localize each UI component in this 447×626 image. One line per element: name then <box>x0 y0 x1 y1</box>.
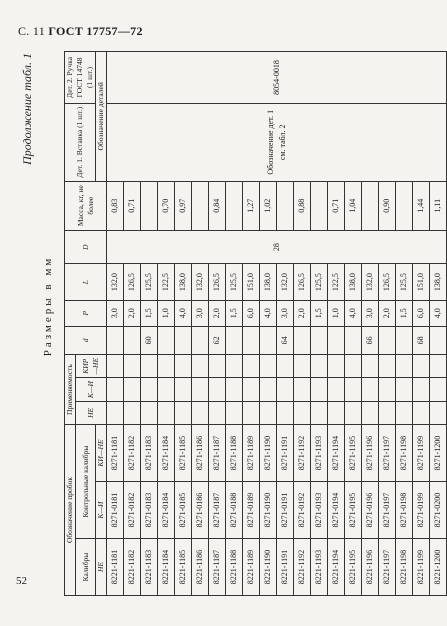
page-header <box>18 24 143 39</box>
col-p: P <box>65 300 107 326</box>
cell-app-kpr <box>294 355 311 378</box>
cell-p: 2,0 <box>209 300 226 326</box>
cell-kpr: 8271-1187 <box>209 425 226 482</box>
cell-app-kpr <box>430 355 447 378</box>
cell-app-kpr <box>124 355 141 378</box>
app-k-header: К—И <box>76 378 107 401</box>
cell-kpr: 8271-1183 <box>141 425 158 482</box>
cell-p: 4,0 <box>175 300 192 326</box>
cell-ne: 8221-1186 <box>192 539 209 596</box>
cell-d <box>345 326 362 354</box>
cell-d <box>379 326 396 354</box>
cell-app-kpr <box>362 355 379 378</box>
cell-p: 3,0 <box>362 300 379 326</box>
cell-app-ne <box>141 401 158 424</box>
cell-app-kpr <box>226 355 243 378</box>
ne-header: НЕ <box>96 539 107 596</box>
cell-ne: 8221-1191 <box>277 539 294 596</box>
cell-mass: 0,90 <box>379 181 396 230</box>
cell-k: 8271-0198 <box>396 482 413 539</box>
cell-l: 132,0 <box>277 264 294 300</box>
cell-app-k <box>226 378 243 401</box>
kpr-header: КИ—НЕ <box>96 425 107 482</box>
cell-app-k <box>124 378 141 401</box>
cell-k: 8271-0182 <box>124 482 141 539</box>
cell-kpr: 8271-1186 <box>192 425 209 482</box>
cell-p: 1,5 <box>311 300 328 326</box>
cell-l: 125,5 <box>226 264 243 300</box>
cell-d <box>226 326 243 354</box>
cell-D-shared: 28 <box>107 230 447 264</box>
cell-k: 8271-0200 <box>430 482 447 539</box>
applicability-header: Применяемость <box>65 355 76 425</box>
cell-p: 2,0 <box>294 300 311 326</box>
cell-app-k <box>379 378 396 401</box>
cell-kpr: 8271-1199 <box>413 425 430 482</box>
cell-kpr: 8271-1188 <box>226 425 243 482</box>
cell-l: 132,0 <box>362 264 379 300</box>
cell-d: 60 <box>141 326 158 354</box>
page-prefix: С. 11 <box>18 24 46 38</box>
cell-app-ne <box>277 401 294 424</box>
cell-k: 8271-0183 <box>141 482 158 539</box>
cell-d <box>107 326 124 354</box>
continuation-caption: Продолжение табл. 1 <box>20 53 34 165</box>
cell-l: 132,0 <box>107 264 124 300</box>
cell-d: 62 <box>209 326 226 354</box>
designation-header: Обозначение пробок <box>65 425 76 596</box>
cell-kpr: 8271-1181 <box>107 425 124 482</box>
cell-app-ne <box>124 401 141 424</box>
cell-ne: 8221-1184 <box>158 539 175 596</box>
cell-app-ne <box>413 401 430 424</box>
cell-app-k <box>396 378 413 401</box>
cell-app-ne <box>209 401 226 424</box>
spec-table <box>64 51 447 596</box>
cell-app-ne <box>311 401 328 424</box>
cell-d <box>260 326 277 354</box>
cell-mass: 1,11 <box>430 181 447 230</box>
cell-ne: 8221-1183 <box>141 539 158 596</box>
cell-l: 126,5 <box>294 264 311 300</box>
cell-ne: 8221-1188 <box>226 539 243 596</box>
cell-app-k <box>413 378 430 401</box>
col-mass: Масса, кг, не более <box>65 181 107 230</box>
cell-app-kpr <box>413 355 430 378</box>
cell-app-ne <box>430 401 447 424</box>
app-ne-header: НЕ <box>76 401 107 424</box>
cell-part1-shared: Обозначение дет. 1 см. табл. 2 <box>107 103 447 181</box>
cell-ne: 8221-1192 <box>294 539 311 596</box>
cell-app-ne <box>107 401 124 424</box>
cell-app-ne <box>379 401 396 424</box>
cell-p: 4,0 <box>345 300 362 326</box>
rotated-table-area <box>20 51 442 596</box>
cell-mass: 1,04 <box>345 181 362 230</box>
col-d: d <box>65 326 107 354</box>
cell-app-kpr <box>277 355 294 378</box>
cell-d <box>311 326 328 354</box>
cell-l: 122,5 <box>328 264 345 300</box>
col-l: L <box>65 264 107 300</box>
cell-app-kpr <box>192 355 209 378</box>
cell-app-k <box>192 378 209 401</box>
cell-app-k <box>277 378 294 401</box>
cell-app-k <box>107 378 124 401</box>
cell-kpr: 8271-1195 <box>345 425 362 482</box>
cell-mass: 0,71 <box>124 181 141 230</box>
cell-app-ne <box>328 401 345 424</box>
cell-kpr: 8271-1196 <box>362 425 379 482</box>
cell-app-ne <box>243 401 260 424</box>
cell-p: 1,5 <box>396 300 413 326</box>
cell-app-k <box>345 378 362 401</box>
cell-app-kpr <box>141 355 158 378</box>
cell-mass <box>311 181 328 230</box>
cell-d <box>430 326 447 354</box>
cell-app-k <box>362 378 379 401</box>
cell-p: 1,5 <box>226 300 243 326</box>
cell-app-k <box>430 378 447 401</box>
cell-ne: 8221-1187 <box>209 539 226 596</box>
cell-p: 1,0 <box>328 300 345 326</box>
col-part1: Дет. 1. Вставка (1 шт.) <box>65 103 96 181</box>
gauges-header: Калибры <box>76 539 96 596</box>
cell-d <box>328 326 345 354</box>
cell-app-k <box>328 378 345 401</box>
cell-app-ne <box>175 401 192 424</box>
cell-kpr: 8271-1192 <box>294 425 311 482</box>
cell-p: 2,0 <box>379 300 396 326</box>
cell-l: 125,5 <box>311 264 328 300</box>
cell-mass: 0,83 <box>107 181 124 230</box>
cell-p: 4,0 <box>430 300 447 326</box>
cell-kpr: 8271-1198 <box>396 425 413 482</box>
cell-k: 8271-0190 <box>260 482 277 539</box>
cell-mass <box>362 181 379 230</box>
cell-mass <box>141 181 158 230</box>
cell-app-kpr <box>107 355 124 378</box>
cell-kpr: 8271-1191 <box>277 425 294 482</box>
cell-p: 2,0 <box>124 300 141 326</box>
cell-app-k <box>294 378 311 401</box>
cell-app-k <box>243 378 260 401</box>
cell-ne: 8221-1199 <box>413 539 430 596</box>
cell-app-ne <box>158 401 175 424</box>
cell-d <box>396 326 413 354</box>
cell-k: 8271-0195 <box>345 482 362 539</box>
cell-app-ne <box>226 401 243 424</box>
cell-l: 125,5 <box>396 264 413 300</box>
cell-app-kpr <box>328 355 345 378</box>
cell-l: 138,0 <box>430 264 447 300</box>
k-header: К—И <box>96 482 107 539</box>
cell-k: 8271-0181 <box>107 482 124 539</box>
cell-mass <box>226 181 243 230</box>
parts-label: Обозначение деталей <box>96 52 107 182</box>
app-kpr-header: КИР—НЕ <box>76 355 107 378</box>
cell-kpr: 8271-1197 <box>379 425 396 482</box>
cell-app-kpr <box>345 355 362 378</box>
cell-part2-shared: 8054-0018 <box>107 52 447 104</box>
cell-ne: 8221-1190 <box>260 539 277 596</box>
control-gauges-header: Контрольные калибры <box>76 425 96 539</box>
cell-kpr: 8271-1189 <box>243 425 260 482</box>
cell-p: 6,0 <box>243 300 260 326</box>
cell-p: 3,0 <box>107 300 124 326</box>
cell-k: 8271-0189 <box>243 482 260 539</box>
cell-ne: 8221-1195 <box>345 539 362 596</box>
cell-ne: 8221-1189 <box>243 539 260 596</box>
cell-app-k <box>311 378 328 401</box>
cell-ne: 8221-1181 <box>107 539 124 596</box>
cell-mass: 0,71 <box>328 181 345 230</box>
col-D: D <box>65 230 107 264</box>
cell-app-k <box>209 378 226 401</box>
cell-mass: 1,27 <box>243 181 260 230</box>
cell-l: 138,0 <box>175 264 192 300</box>
cell-kpr: 8271-1194 <box>328 425 345 482</box>
cell-p: 3,0 <box>277 300 294 326</box>
cell-d <box>192 326 209 354</box>
cell-ne: 8221-1182 <box>124 539 141 596</box>
cell-p: 1,0 <box>158 300 175 326</box>
cell-p: 6,0 <box>413 300 430 326</box>
cell-l: 151,0 <box>413 264 430 300</box>
page-number: 52 <box>16 575 27 587</box>
cell-app-k <box>175 378 192 401</box>
table-body <box>107 52 447 596</box>
cell-app-k <box>260 378 277 401</box>
cell-l: 138,0 <box>260 264 277 300</box>
cell-mass: 0,97 <box>175 181 192 230</box>
cell-k: 8271-0196 <box>362 482 379 539</box>
cell-ne: 8221-1200 <box>430 539 447 596</box>
cell-app-k <box>141 378 158 401</box>
cell-p: 4,0 <box>260 300 277 326</box>
cell-l: 151,0 <box>243 264 260 300</box>
cell-l: 126,5 <box>209 264 226 300</box>
cell-mass <box>277 181 294 230</box>
cell-k: 8271-0192 <box>294 482 311 539</box>
cell-mass: 0,70 <box>158 181 175 230</box>
cell-mass: 1,02 <box>260 181 277 230</box>
cell-k: 8271-0194 <box>328 482 345 539</box>
cell-kpr: 8271-1200 <box>430 425 447 482</box>
cell-app-ne <box>192 401 209 424</box>
cell-k: 8271-0185 <box>175 482 192 539</box>
cell-mass: 0,84 <box>209 181 226 230</box>
cell-d: 66 <box>362 326 379 354</box>
cell-l: 126,5 <box>124 264 141 300</box>
cell-d <box>175 326 192 354</box>
cell-l: 138,0 <box>345 264 362 300</box>
cell-app-kpr <box>158 355 175 378</box>
cell-kpr: 8271-1193 <box>311 425 328 482</box>
cell-app-ne <box>260 401 277 424</box>
cell-p: 3,0 <box>192 300 209 326</box>
cell-kpr: 8271-1185 <box>175 425 192 482</box>
cell-k: 8271-0186 <box>192 482 209 539</box>
cell-ne: 8221-1185 <box>175 539 192 596</box>
cell-k: 8271-0184 <box>158 482 175 539</box>
cell-k: 8271-0187 <box>209 482 226 539</box>
col-part2: Дет. 2. Ручка ГОСТ 14748 (1 шт.) <box>65 52 96 104</box>
table-row <box>107 52 124 596</box>
cell-kpr: 8271-1182 <box>124 425 141 482</box>
cell-l: 126,5 <box>379 264 396 300</box>
cell-app-kpr <box>209 355 226 378</box>
cell-mass <box>396 181 413 230</box>
cell-d <box>158 326 175 354</box>
cell-app-ne <box>396 401 413 424</box>
cell-app-k <box>158 378 175 401</box>
cell-mass <box>192 181 209 230</box>
cell-d <box>243 326 260 354</box>
cell-k: 8271-0199 <box>413 482 430 539</box>
cell-d: 64 <box>277 326 294 354</box>
cell-mass: 1,44 <box>413 181 430 230</box>
cell-app-kpr <box>396 355 413 378</box>
cell-app-kpr <box>311 355 328 378</box>
cell-kpr: 8271-1190 <box>260 425 277 482</box>
cell-d <box>294 326 311 354</box>
cell-app-ne <box>345 401 362 424</box>
cell-d: 68 <box>413 326 430 354</box>
cell-app-kpr <box>175 355 192 378</box>
cell-mass: 0,88 <box>294 181 311 230</box>
cell-kpr: 8271-1184 <box>158 425 175 482</box>
cell-l: 132,0 <box>192 264 209 300</box>
cell-ne: 8221-1197 <box>379 539 396 596</box>
cell-ne: 8221-1193 <box>311 539 328 596</box>
cell-app-ne <box>294 401 311 424</box>
cell-app-kpr <box>243 355 260 378</box>
cell-app-kpr <box>379 355 396 378</box>
standard-number: ГОСТ 17757—72 <box>48 24 143 38</box>
cell-p: 1,5 <box>141 300 158 326</box>
cell-l: 125,5 <box>141 264 158 300</box>
cell-k: 8271-0197 <box>379 482 396 539</box>
cell-k: 8271-0193 <box>311 482 328 539</box>
cell-app-kpr <box>260 355 277 378</box>
cell-ne: 8221-1194 <box>328 539 345 596</box>
cell-l: 122,5 <box>158 264 175 300</box>
cell-k: 8271-0188 <box>226 482 243 539</box>
cell-d <box>124 326 141 354</box>
cell-app-ne <box>362 401 379 424</box>
units-caption: Размеры в мм <box>42 255 54 357</box>
cell-k: 8271-0191 <box>277 482 294 539</box>
cell-ne: 8221-1198 <box>396 539 413 596</box>
cell-ne: 8221-1196 <box>362 539 379 596</box>
